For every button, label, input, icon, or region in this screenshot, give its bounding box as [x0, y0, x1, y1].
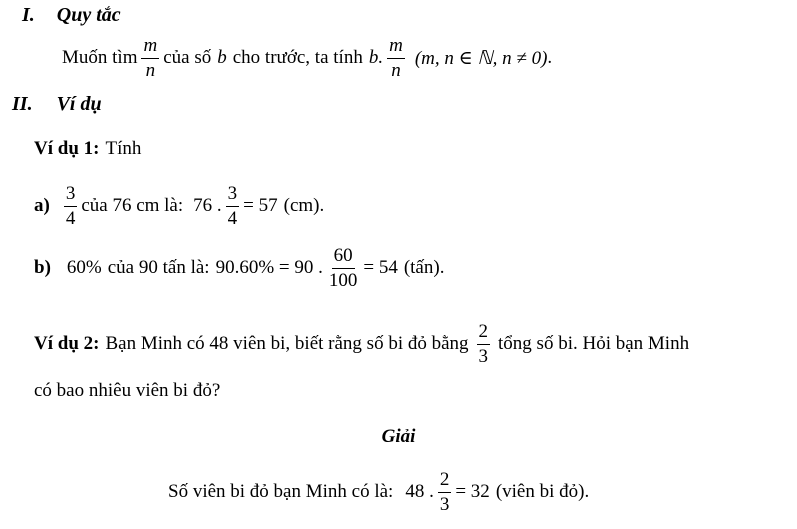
rule-text-3: cho trước, ta tính [232, 47, 363, 69]
example-1b-unit: (tấn). [403, 257, 445, 279]
section-2-title: Ví dụ [56, 93, 102, 115]
rule-expr-denominator: n [391, 59, 401, 81]
rule-expr-b: b. [368, 47, 384, 69]
rule-text-1: Muốn tìm [62, 47, 138, 69]
rule-expr-fraction [387, 36, 405, 81]
example-2-fraction-numerator: 2 [477, 322, 491, 345]
example-1b-line [34, 246, 444, 291]
solution-line [168, 470, 589, 515]
example-1a-fraction [64, 184, 78, 229]
section-1-title: Quy tắc [56, 4, 121, 26]
example-1a-text: của 76 cm là: [81, 195, 184, 217]
example-1a-expr-numerator: 3 [226, 184, 240, 207]
example-2-fraction [477, 322, 491, 367]
solution-expr-numerator: 2 [438, 470, 452, 493]
section-2-number: II. [12, 93, 33, 115]
rule-fraction-numerator: m [141, 36, 159, 59]
example-1a-expr-post: = 57 [243, 195, 278, 217]
rule-fraction-denominator: n [145, 59, 156, 81]
solution-unit: (viên bi đỏ). [495, 481, 590, 503]
example-2-label: Ví dụ 2: [34, 333, 100, 355]
example-2-fraction-denominator: 3 [478, 345, 489, 367]
example-1a-fraction-denominator: 4 [65, 207, 76, 229]
example-1b-expr-post: = 54 [363, 257, 398, 279]
solution-title: Giải [381, 426, 416, 447]
section-1-heading [22, 4, 121, 27]
example-1a-expr-pre: 76 . [193, 195, 222, 217]
rule-line [62, 36, 552, 81]
example-1b-percent: 60% [66, 257, 102, 279]
example-1b-label: b) [34, 257, 51, 279]
example-1a-expr-fraction [226, 184, 240, 229]
example-1-heading [34, 138, 141, 160]
example-1b-expr-pre: 90.60% = 90 . [215, 257, 323, 279]
rule-end: . [547, 47, 553, 69]
section-1-number: I. [22, 4, 35, 26]
example-1b-expr-numerator: 60 [332, 246, 355, 269]
example-1b-expr-denominator: 100 [328, 269, 358, 291]
example-1-label: Ví dụ 1: [34, 138, 100, 159]
solution-expr-post: = 32 [455, 481, 490, 503]
rule-var-b: b [217, 47, 227, 69]
solution-text: Số viên bi đỏ bạn Minh có là: [168, 481, 394, 503]
example-1a-unit: (cm). [283, 195, 325, 217]
solution-expr-pre: 48 . [405, 481, 434, 503]
solution-expr-denominator: 3 [439, 493, 450, 515]
example-2-line-1 [34, 322, 689, 367]
example-1a-expr-denominator: 4 [227, 207, 238, 229]
rule-text-2: của số [163, 47, 212, 69]
rule-fraction [141, 36, 159, 81]
example-1b-text: của 90 tấn là: [107, 257, 210, 279]
example-2-text-2: tổng số bi. Hỏi bạn Minh [498, 333, 690, 355]
example-1a-fraction-numerator: 3 [64, 184, 78, 207]
solution-expr-fraction [438, 470, 452, 515]
rule-expr-numerator: m [387, 36, 405, 59]
example-1b-expr-fraction [327, 246, 360, 291]
example-2-line-2: có bao nhiêu viên bi đỏ? [34, 380, 221, 401]
section-2-heading [12, 93, 102, 116]
example-2-text-1: Bạn Minh có 48 viên bi, biết rằng số bi đỏ bằng [105, 333, 469, 355]
example-1-text: Tính [105, 138, 142, 159]
rule-condition: (m, n ∈ ℕ, n ≠ 0) [414, 47, 548, 69]
example-1a-line [34, 184, 324, 229]
example-1a-label: a) [34, 195, 50, 217]
